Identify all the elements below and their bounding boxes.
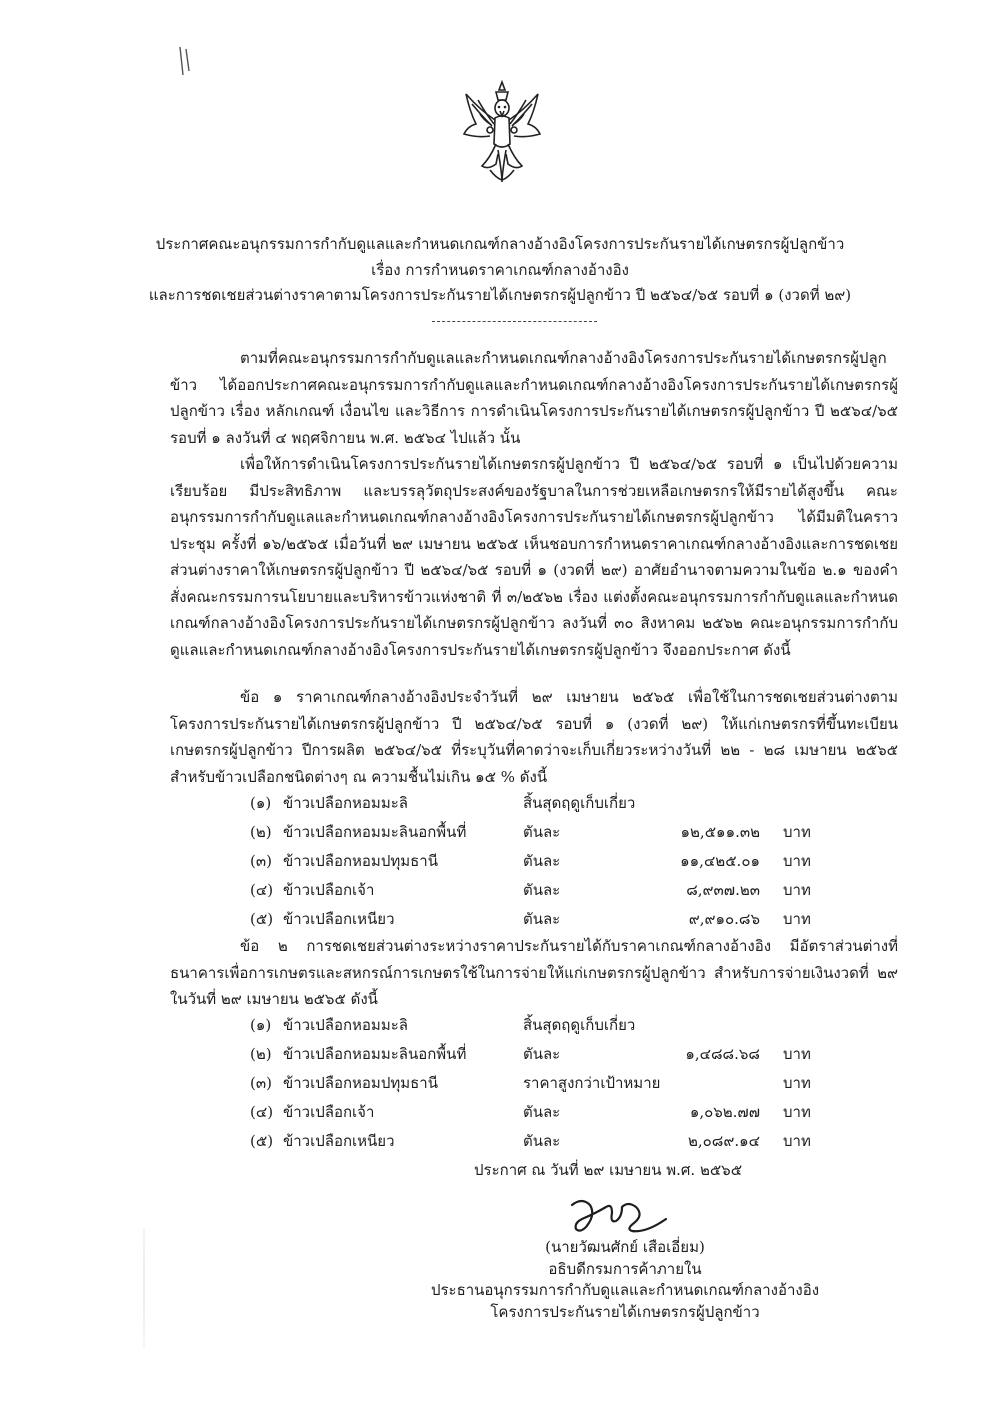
item-number: (๓): [250, 1074, 272, 1092]
signature-block: [390, 1237, 860, 1323]
currency: บาท: [783, 823, 811, 841]
list-item: [250, 818, 870, 847]
price-value: ๑๒,๕๑๑.๓๒: [680, 823, 760, 841]
scan-artifact: [143, 1228, 145, 1348]
list-item: [250, 876, 870, 905]
signer-chair-title: ประธานอนุกรรมการกำกับดูแลและกำหนดเกณฑ์กลางอ้างอิง: [430, 1281, 820, 1299]
price-value: ๑,๔๘๘.๖๘: [685, 1045, 760, 1063]
item-number: (๔): [250, 881, 274, 899]
announcement-subject: เรื่อง การกำหนดราคาเกณฑ์กลางอ้างอิง: [371, 261, 629, 279]
margin-mark: [178, 45, 192, 77]
rice-type: ข้าวเปลือกเจ้า: [283, 1103, 375, 1121]
item-number: (๑): [250, 794, 272, 812]
item-number: (๒): [250, 823, 272, 841]
price-unit: ตันละ: [523, 823, 561, 841]
currency: บาท: [783, 1045, 811, 1063]
rice-type: ข้าวเปลือกหอมปทุมธานี: [283, 1074, 438, 1092]
rice-type: ข้าวเปลือกหอมปทุมธานี: [283, 852, 438, 870]
title-divider: [432, 321, 597, 322]
list-item: [250, 905, 870, 934]
list-item: [250, 847, 870, 876]
rice-type: ข้าวเปลือกเจ้า: [283, 881, 375, 899]
paragraph-preamble: ตามที่คณะอนุกรรมการกำกับดูแลและกำหนดเกณฑ์กลางอ้างอิงโครงการประกันรายได้เกษตรกรผู้ปลูกข้าว ได้ออกประกาศคณะอนุกรรมการกำกับดูแลและกำหนดเกณฑ์กลางอ้างอิงโครงการประกันรายได้เกษตรกรผู้ปลูกข้าว เรื่อง หลักเกณฑ์ เงื่อนไข และวิธีการ การดำเนินโครงการประกันรายได้เกษตรกรผู้ปลูกข้าว ปี ๒๕๖๔/๖๕ รอบที่ ๑ ลงวันที่ ๔ พฤศจิกายน พ.ศ. ๒๕๖๔ ไปแล้ว นั้น: [170, 349, 898, 447]
rice-type: ข้าวเปลือกหอมมะลิ: [283, 1016, 408, 1034]
clause-1: ข้อ ๑ ราคาเกณฑ์กลางอ้างอิงประจำวันที่ ๒๙ เมษายน ๒๕๖๕ เพื่อใช้ในการชดเชยส่วนต่างตามโครงการประกันรายได้เกษตรกรผู้ปลูกข้าว ปี ๒๕๖๔/๖๕ รอบที่ ๑ (งวดที่ ๒๙) ให้แก่เกษตรกรที่ขึ้นทะเบียนเกษตรกรผู้ปลูกข้าว ปีการผลิต ๒๕๖๔/๖๕ ที่ระบุวันที่คาดว่าจะเก็บเกี่ยวระหว่างวันที่ ๒๒ - ๒๘ เมษายน ๒๕๖๕ สำหรับข้าวเปลือกชนิดต่างๆ ณ ความชื้นไม่เกิน ๑๕ % ดังนี้: [170, 688, 898, 786]
clause-2: ข้อ ๒ การชดเชยส่วนต่างระหว่างราคาประกันรายได้กับราคาเกณฑ์กลางอ้างอิง มีอัตราส่วนต่างที่ธนาคารเพื่อการเกษตรและสหกรณ์การเกษตรใช้ในการจ่ายให้แก่เกษตรกรผู้ปลูกข้าว สำหรับการจ่ายเงินงวดที่ ๒๙ ในวันที่ ๒๙ เมษายน ๒๕๖๕ ดังนี้: [170, 937, 898, 1008]
garuda-emblem-icon: [460, 78, 544, 186]
price-value: ๙,๙๑๐.๘๖: [688, 910, 760, 928]
declaration-date: ประกาศ ณ วันที่ ๒๙ เมษายน พ.ศ. ๒๕๖๕: [474, 1161, 743, 1179]
price-value: ๑๑,๔๒๕.๐๑: [680, 852, 760, 870]
currency: บาท: [783, 1074, 811, 1092]
price-unit: ราคาสูงกว่าเป้าหมาย: [523, 1074, 661, 1092]
currency: บาท: [783, 881, 811, 899]
list-item: [250, 1011, 870, 1040]
list-item: [250, 1040, 870, 1069]
list-item: [250, 1069, 870, 1098]
price-unit: ตันละ: [523, 881, 561, 899]
reference-price-list: [250, 789, 870, 934]
paragraph-resolution: เพื่อให้การดำเนินโครงการประกันรายได้เกษตรกรผู้ปลูกข้าว ปี ๒๕๖๔/๖๕ รอบที่ ๑ เป็นไปด้วยความเรียบร้อย มีประสิทธิภาพ และบรรลุวัตถุประสงค์ของรัฐบาลในการช่วยเหลือเกษตรกรให้มีรายได้สูงขึ้น คณะอนุกรรมการกำกับดูแลและกำหนดเกณฑ์กลางอ้างอิงโครงการประกันรายได้เกษตรกรผู้ปลูกข้าว ได้มีมติในคราวประชุม ครั้งที่ ๑๖/๒๕๖๕ เมื่อวันที่ ๒๙ เมษายน ๒๕๖๕ เห็นชอบการกำหนดราคาเกณฑ์กลางอ้างอิงและการชดเชยส่วนต่างราคาให้เกษตรกรผู้ปลูกข้าว ปี ๒๕๖๔/๖๕ รอบที่ ๑ (งวดที่ ๒๙) อาศัยอำนาจตามความในข้อ ๒.๑ ของคำสั่งคณะกรรมการนโยบายและบริหารข้าวแห่งชาติ ที่ ๓/๒๕๖๒ เรื่อง แต่งตั้งคณะอนุกรรมการกำกับดูแลและกำหนดเกณฑ์กลางอ้างอิงโครงการประกันรายได้เกษตรกรผู้ปลูกข้าว ลงวันที่ ๓๐ สิงหาคม ๒๕๖๒ คณะอนุกรรมการกำกับดูแลและกำหนดเกณฑ์กลางอ้างอิงโครงการประกันรายได้เกษตรกรผู้ปลูกข้าว จึงออกประกาศ ดังนี้: [170, 455, 898, 659]
item-number: (๕): [250, 910, 274, 928]
announcement-subject-detail: และการชดเชยส่วนต่างราคาตามโครงการประกันรายได้เกษตรกรผู้ปลูกข้าว ปี ๒๕๖๔/๖๕ รอบที่ ๑ (งวดที่ ๒๙): [148, 286, 852, 304]
item-number: (๑): [250, 1016, 272, 1034]
price-unit: ตันละ: [523, 1103, 561, 1121]
list-item: [250, 1127, 870, 1156]
price-unit: ตันละ: [523, 852, 561, 870]
price-unit: ตันละ: [523, 1132, 561, 1150]
rice-type: ข้าวเปลือกหอมมะลิ: [283, 794, 408, 812]
currency: บาท: [783, 1103, 811, 1121]
currency: บาท: [783, 910, 811, 928]
price-unit: ตันละ: [523, 1045, 561, 1063]
price-unit: ตันละ: [523, 910, 561, 928]
rice-type: ข้าวเปลือกหอมมะลินอกพื้นที่: [283, 1045, 467, 1063]
signer-name: (นายวัฒนศักย์ เสือเอี่ยม): [545, 1238, 705, 1256]
signer-project: โครงการประกันรายได้เกษตรกรผู้ปลูกข้าว: [490, 1302, 760, 1321]
handwritten-signature: [566, 1193, 676, 1241]
currency: บาท: [783, 852, 811, 870]
price-unit: สิ้นสุดฤดูเก็บเกี่ยว: [523, 794, 636, 812]
rice-type: ข้าวเปลือกเหนียว: [283, 1132, 395, 1150]
list-item: [250, 1098, 870, 1127]
compensation-list: [250, 1011, 870, 1156]
item-number: (๒): [250, 1045, 272, 1063]
price-unit: สิ้นสุดฤดูเก็บเกี่ยว: [523, 1016, 636, 1034]
item-number: (๕): [250, 1132, 274, 1150]
currency: บาท: [783, 1132, 811, 1150]
announcement-title: ประกาศคณะอนุกรรมการกำกับดูแลและกำหนดเกณฑ์กลางอ้างอิงโครงการประกันรายได้เกษตรกรผู้ปลูกข้าว: [155, 235, 845, 253]
rice-type: ข้าวเปลือกหอมมะลินอกพื้นที่: [283, 823, 467, 841]
price-value: ๑,๐๖๒.๗๗: [689, 1103, 760, 1121]
item-number: (๓): [250, 852, 272, 870]
list-item: [250, 789, 870, 818]
item-number: (๔): [250, 1103, 274, 1121]
price-value: ๘,๙๓๗.๒๓: [686, 881, 760, 899]
rice-type: ข้าวเปลือกเหนียว: [283, 910, 395, 928]
price-value: ๒,๐๘๙.๑๔: [687, 1132, 760, 1150]
signer-position: อธิบดีกรมการค้าภายใน: [548, 1259, 702, 1278]
